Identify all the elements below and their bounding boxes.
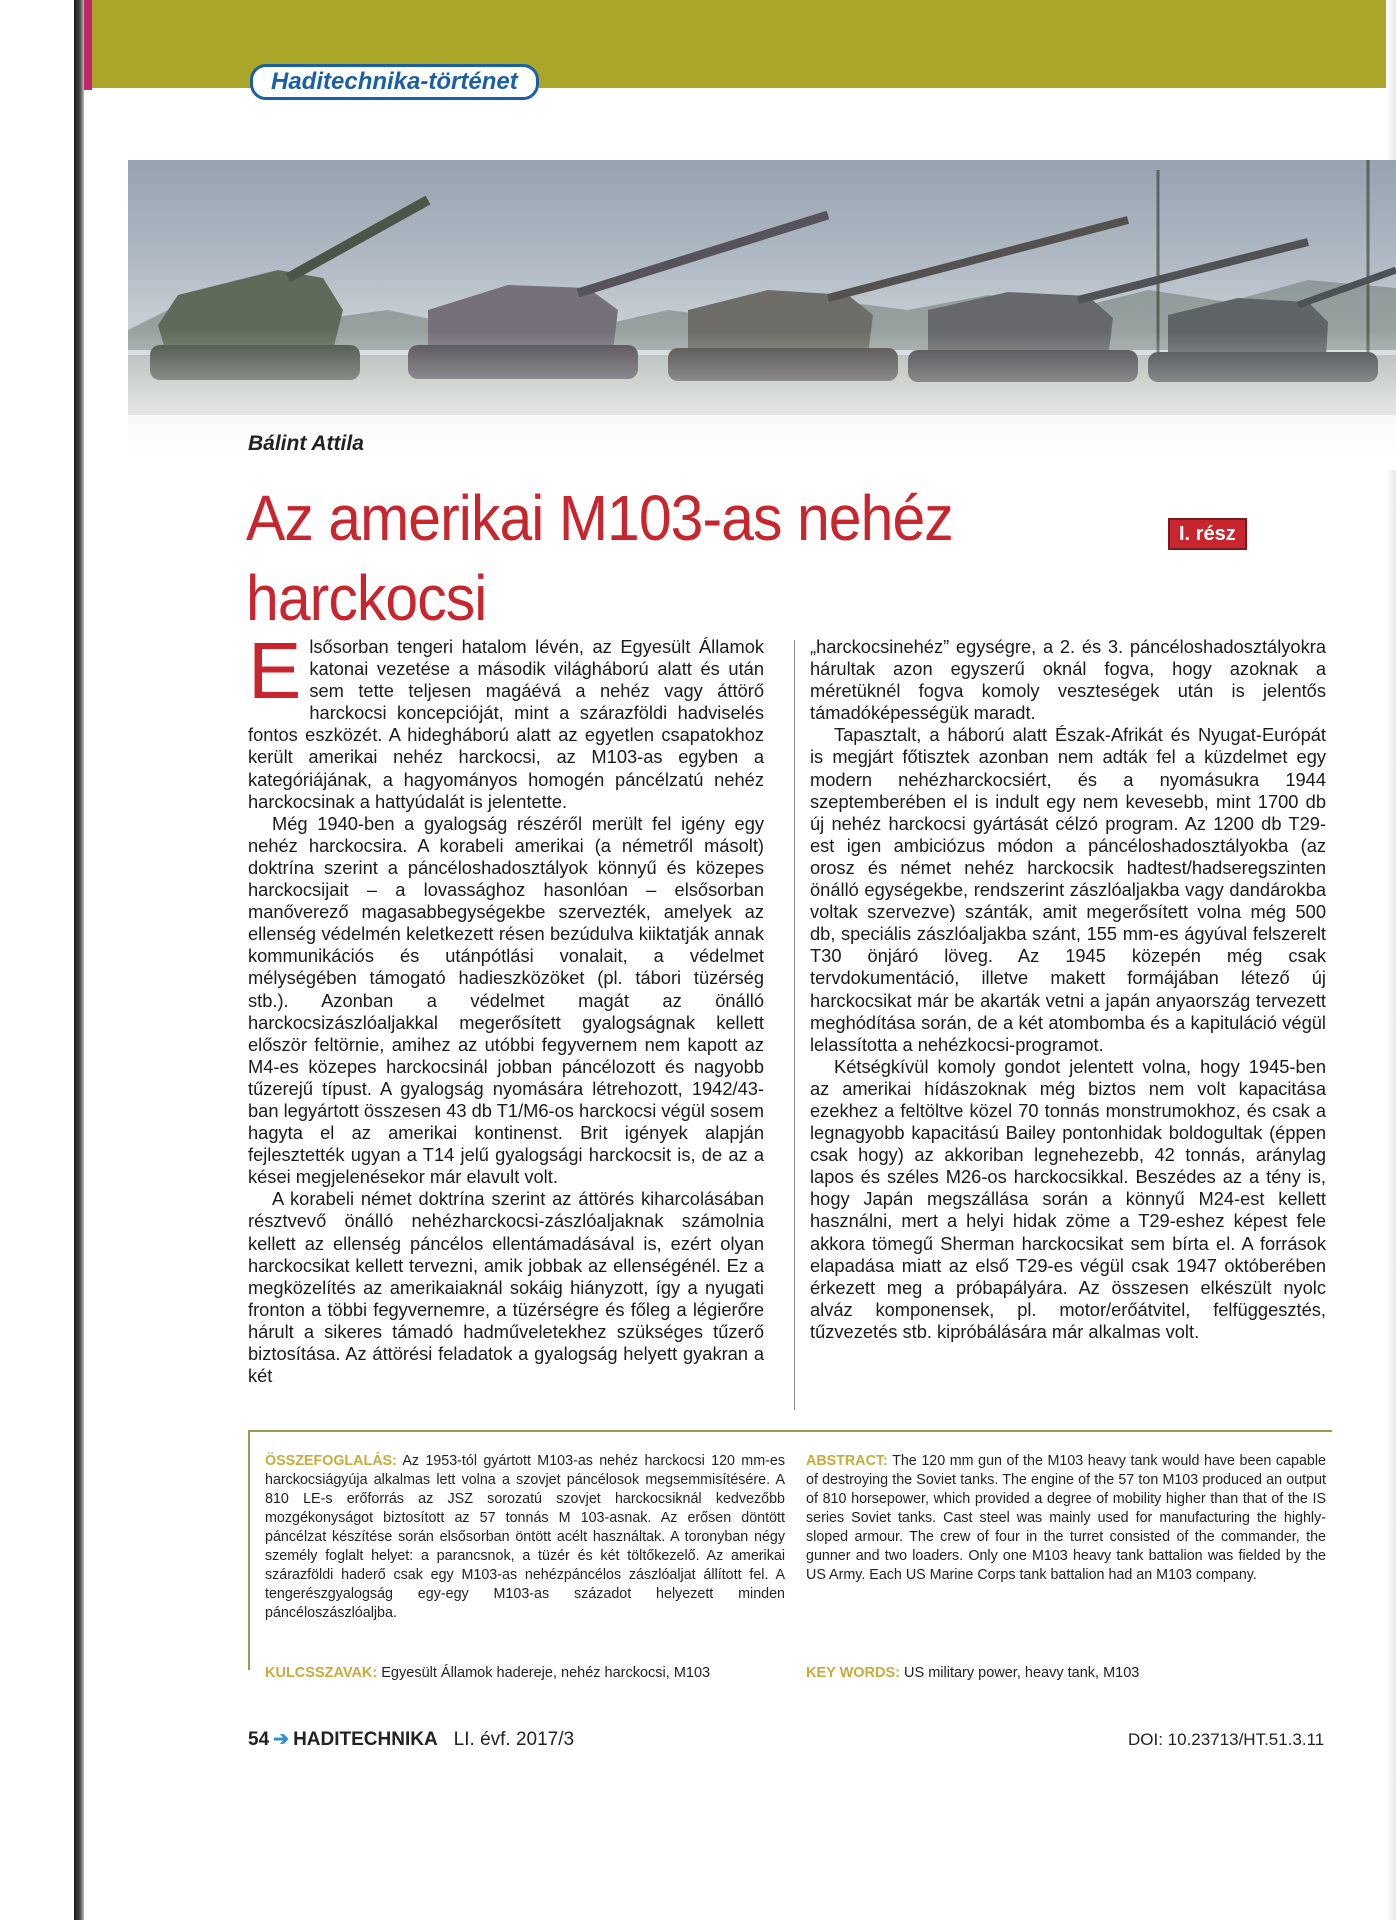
paragraph: Kétségkívül komoly gondot jelentett volna, hogy 1945-ben az amerikai hídászoknak még biztos nem volt kapacitása ezekhez a feltöltve közel 70 tonnás monstrumokhoz, és csak a legnagyobb kapacitású Bailey pontonhidak boldogultak (éppen csak hogy) az akkoriban legnehezebb, 42 tonnás, aránylag lapos és széles M26-os harckocsikkal. Beszédes az a tény is, hogy Japán megszállása során a könnyű M24-est kellett használni, mert a helyi hidak zöme a T29-eshez képest fele akkora tömegű Sherman harckocsikat sem bírta el. A források elapadása miatt az első T29-es végül csak 1947 októberében érkezett meg a próbapályára. Az összesen elkészült nyolc alváz komponensek, pl. motor/erőátvitel, felfüggesztés, tűzvezetés stb. kipróbálására már alkalmas volt. [810,1055,1326,1342]
paragraph: „harckocsinehéz” egységre, a 2. és 3. páncéloshadosztályokra hárultak azon egyszerű oknál fogva, hogy azoknak a méretüknél fogva komoly veszteségek után is jelentős támadóképességük maradt. [810,636,1326,724]
keywords-hu-text: Egyesült Államok hadereje, nehéz harckocsi, M103 [381,1665,711,1681]
article-column-right [810,636,1326,1412]
keywords-en-label: KEY WORDS: [806,1665,900,1681]
abstract-frame-top [248,1430,1332,1432]
doi: DOI: 10.23713/HT.51.3.11 [1128,1730,1325,1749]
abstract-hu-label: ÖSSZEFOGLALÁS: [265,1453,397,1469]
binding-edge [0,0,92,1920]
abstract-english [806,1452,1326,1585]
dropcap: E [248,626,302,715]
abstract-hungarian [265,1452,785,1623]
paragraph: Még 1940-ben a gyalogság részéről merült fel igény egy nehéz harckocsira. A korabeli amerikai (a németről másolt) doktrína szerint a páncéloshadosztályok könnyű és közepes harckocsijait – a lovassághoz hasonlóan – elsősorban manőverező magasabbegységekbe szervezték, amelyek az ellenség védelmén keletkezett résen bezúdulva kiiktatják annak kommunikációs és utánpótlási vonalait, a védelmet mélységében támogató hadieszközöket (pl. tábori tüzérség stb.). Azonban a védelmet magát az önálló harckocsizászlóaljakkal megerősített gyalogságnak kellett először feltörnie, amihez az utóbbi fegyvernem nem kapott az M4-es közepes harckocsinál jobban páncélozott és nagyobb tűzerejű típust. A gyalogság nyomására létrehozott, 1942/43-ban legyártott összesen 43 db T1/M6-os harckocsi végül sosem hagyta el az amerikai kontinenst. Brit igények alapján fejlesztették ugyan a T14 jelű gyalogsági harckocsit is, de az a kései megjelenésekor már elavult volt. [248,812,764,1188]
issue-info: LI. évf. 2017/3 [453,1729,575,1750]
keywords-en-text: US military power, heavy tank, M103 [904,1665,1140,1681]
abstract-hu-text: Az 1953-tól gyártott M103-as nehéz harckocsi 120 mm-es harckocsiágyúja alkalmas lett volna a szovjet páncélosok megsemmisítésére. A 810 LE-s erőforrás az JSZ sorozatú szovjet harckocsiknál kedvezőbb mozgékonyságot biztosított az 57 tonnás M 103-asnak. Az erősen döntött páncélzat készítése során elsősorban öntött acélt használtak. A toronyban négy személy foglalt helyet: a parancsnok, a tüzér és két töltőkezelő. Az amerikai szárazföldi haderő csak egy M103-as nehézpáncélos zászlóaljat állított fel. A tengerészgyalogság egy-egy M103-as századot helyezett minden páncéloszászlóaljba. [265,1453,785,1621]
keywords-hungarian [265,1665,710,1681]
abstract-en-text: The 120 mm gun of the M103 heavy tank would have been capable of destroying the Soviet tanks. The engine of the 57 ton M103 produced an output of 810 horsepower, which provided a degree of mobility higher than that of the IS series Soviet tanks. Cast steel was mainly used for manufacturing the highly-sloped armour. The crew of four in the turret consisted of the commander, the gunner and two loaders. Only one M103 heavy tank battalion was fielded by the US Army. Each US Marine Corps tank battalion had an M103 company. [806,1453,1326,1583]
paragraph: A korabeli német doktrína szerint az áttörés kiharcolásában résztvevő önálló nehézharckocsi-zászlóaljaknak számolnia kellett az ellenség páncélos ellentámadásával is, ezért olyan harckocsikat kellett tervezni, amik jobbak az ellenségénél. Ez a megközelítés az amerikaiaknál sokáig hiányzott, így a nyugati fronton a többi fegyvernemre, a tüzérségre és főleg a légierőre hárult a sikeres támadó hadműveletekhez szükséges tűzerő biztosítása. Az áttörési feladatok a gyalogság helyett gyakran a két [248,1188,764,1387]
article-title: Az amerikai M103-as nehéz harckocsi [246,482,953,634]
magazine-name: HADITECHNIKA [293,1729,438,1750]
part-badge: I. rész [1168,518,1247,550]
abstract-frame-side [248,1430,250,1670]
page-footer [248,1728,574,1751]
article-author: Bálint Attila [248,432,364,455]
article-column-left [248,626,764,1412]
keywords-hu-label: KULCSSZAVAK: [265,1665,378,1681]
section-tag: Haditechnika-történet [250,64,539,100]
page-number: 54 [248,1729,270,1750]
keywords-english [806,1665,1139,1681]
hero-photo-tanks [128,160,1396,470]
abstract-en-label: ABSTRACT: [806,1453,888,1469]
arrow-right-icon: ➔ [273,1729,290,1750]
paragraph: Tapasztalt, a háború alatt Észak-Afrikát és Nyugat-Európát is megjárt főtisztek azonban nem adták fel a küzdelmet egy modern nehézharckocsiért, és a nyomásukra 1944 szeptemberében el is indult egy nem kevesebb, mint 1700 db új nehéz harckocsi gyártását célzó program. Az 1200 db T29-est igen ambiciózus módon a páncéloshadosztályokba (az orosz és német nehéz harckocsik hadtest/hadseregszinten önálló egységekbe, rendszerint zászlóaljakba vagy dandárokba voltak szervezve) szánták, amit megerősített volna még 500 db, speciális zászlóaljakba szánt, 155 mm-es ágyúval felszerelt T30 önjáró löveg. Az 1945 közepén még csak tervdokumentáció, illetve makett formájában létező új harckocsikat már be akarták vetni a japán anyaország tervezett meghódítása során, de a két atombomba és a kapituláció végül lelassította a nehézkocsi-programot. [810,724,1326,1055]
paragraph: Elsősorban tengeri hatalom lévén, az Egyesült Államok katonai vezetése a második világháború alatt és után sem tette teljesen magáévá a nehéz vagy áttörő harckocsi koncepcióját, mint a szárazföldi hadviselés fontos eszközét. A hidegháború alatt az egyetlen csapatokhoz került amerikai nehéz harckocsi, az M103-as egyben a kategóriájának, a hagyományos homogén páncélzatú nehéz harckocsinak a hattyúdalát is jelentette. [248,626,764,812]
column-divider [794,640,795,1410]
